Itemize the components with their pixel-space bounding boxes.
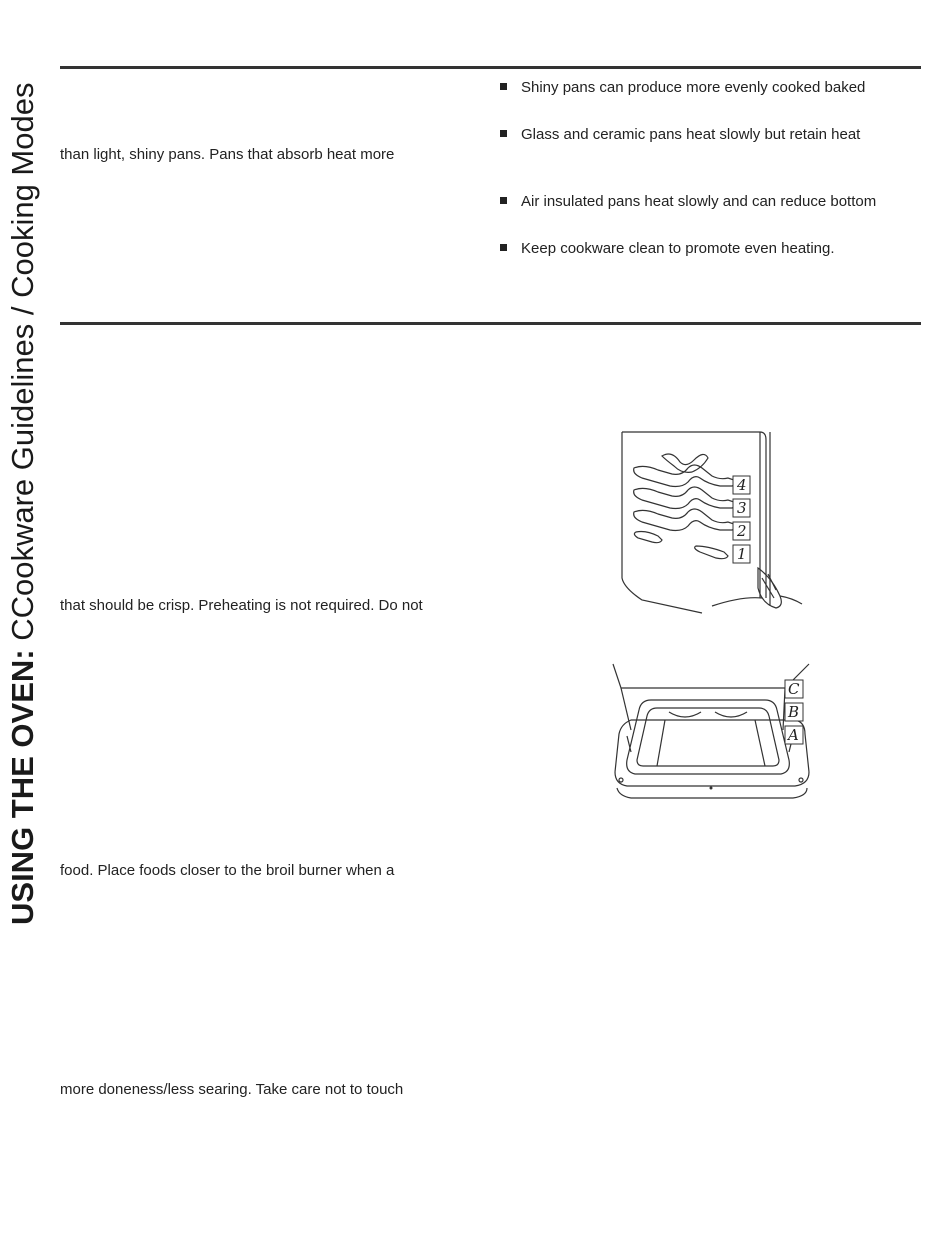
body-line: that should be crisp. Preheating is not required. Do not: [60, 597, 423, 614]
broiler-position-label: C: [788, 680, 800, 698]
broiler-position-label: B: [788, 703, 800, 721]
rack-position-label: 3: [737, 499, 747, 517]
bullet-item: [500, 126, 860, 144]
bullet-item: [500, 79, 865, 97]
body-line: than light, shiny pans. Pans that absorb heat more: [60, 146, 395, 163]
body-line: food. Place foods closer to the broil burner when a: [60, 862, 395, 879]
broiler-position-label: A: [788, 726, 799, 744]
bullet-square-icon: [500, 197, 507, 204]
bullet-square-icon: [500, 244, 507, 251]
middle-rule: [60, 322, 921, 325]
section-title-rest: CCookware Guidelines / Cooking Modes: [5, 82, 40, 650]
bullet-text: Air insulated pans heat slowly and can reduce bottom: [521, 193, 877, 210]
rack-position-label: 4: [737, 476, 747, 494]
rack-position-label: 2: [737, 522, 747, 540]
bullet-text: Shiny pans can produce more evenly cooked baked: [521, 79, 866, 96]
bullet-square-icon: [500, 130, 507, 137]
top-rule: [60, 66, 921, 69]
rack-position-label: 1: [737, 545, 747, 563]
section-title-bold: USING THE OVEN:: [5, 649, 40, 925]
broiler-rack-positions-illustration: [605, 660, 820, 805]
bullet-text: Glass and ceramic pans heat slowly but retain heat: [521, 126, 861, 143]
bullet-item: [500, 193, 876, 211]
bullet-square-icon: [500, 83, 507, 90]
bullet-text: Keep cookware clean to promote even heating.: [521, 240, 835, 257]
bullet-item: [500, 240, 835, 258]
body-line: more doneness/less searing. Take care not to touch: [60, 1081, 404, 1098]
section-title: [6, 83, 40, 925]
oven-rack-positions-illustration: [612, 428, 812, 618]
